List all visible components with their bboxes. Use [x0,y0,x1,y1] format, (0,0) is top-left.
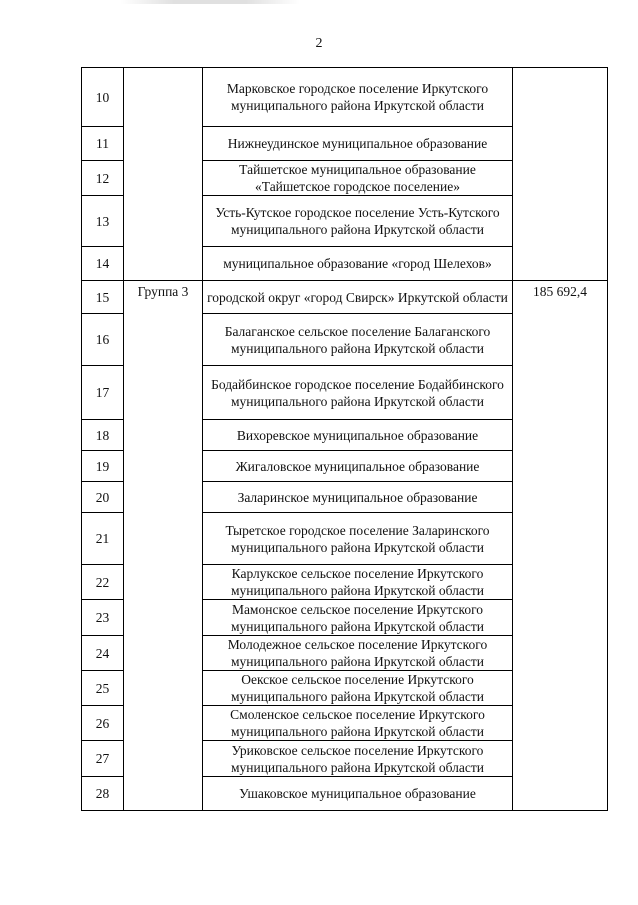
amount-cell [513,68,608,281]
municipalities-table [81,67,608,811]
municipality-name: городской округ «город Свирск» Иркутской области [203,281,513,314]
row-number: 28 [82,777,124,811]
municipality-name: Мамонское сельское поселение Иркутского муниципального района Иркутской области [203,600,513,636]
municipality-name: Тыретское городское поселение Заларинского муниципального района Иркутской области [203,513,513,565]
amount-cell: 185 692,4 [513,281,608,811]
municipality-name: Ушаковское муниципальное образование [203,777,513,811]
row-number: 12 [82,161,124,196]
municipality-name: Вихоревское муниципальное образование [203,420,513,451]
group-cell: Группа 3 [124,281,203,811]
scan-artifact [120,0,300,4]
group-cell [124,68,203,281]
municipality-name: муниципальное образование «город Шелехов» [203,247,513,281]
municipality-name: Уриковское сельское поселение Иркутского муниципального района Иркутской области [203,741,513,777]
table-row [82,281,608,314]
row-number: 11 [82,127,124,161]
row-number: 17 [82,366,124,420]
row-number: 24 [82,636,124,671]
municipality-name: Смоленское сельское поселение Иркутского муниципального района Иркутской области [203,706,513,741]
municipality-name: Молодежное сельское поселение Иркутского муниципального района Иркутской области [203,636,513,671]
municipality-name: Тайшетское муниципальное образование «Тайшетское городское поселение» [203,161,513,196]
row-number: 25 [82,671,124,706]
municipality-name: Марковское городское поселение Иркутского муниципального района Иркутской области [203,68,513,127]
row-number: 14 [82,247,124,281]
row-number: 21 [82,513,124,565]
row-number: 10 [82,68,124,127]
row-number: 22 [82,565,124,600]
row-number: 20 [82,482,124,513]
row-number: 16 [82,314,124,366]
municipality-name: Оекское сельское поселение Иркутского муниципального района Иркутской области [203,671,513,706]
row-number: 19 [82,451,124,482]
row-number: 27 [82,741,124,777]
municipality-name: Нижнеудинское муниципальное образование [203,127,513,161]
municipality-name: Усть-Кутское городское поселение Усть-Кутского муниципального района Иркутской области [203,196,513,247]
row-number: 26 [82,706,124,741]
row-number: 23 [82,600,124,636]
row-number: 15 [82,281,124,314]
municipality-name: Карлукское сельское поселение Иркутского муниципального района Иркутской области [203,565,513,600]
municipality-name: Балаганское сельское поселение Балаганского муниципального района Иркутской области [203,314,513,366]
row-number: 18 [82,420,124,451]
table-row [82,68,608,127]
municipality-name: Жигаловское муниципальное образование [203,451,513,482]
municipality-name: Бодайбинское городское поселение Бодайбинского муниципального района Иркутской области [203,366,513,420]
municipality-name: Заларинское муниципальное образование [203,482,513,513]
row-number: 13 [82,196,124,247]
page-number: 2 [315,36,323,51]
